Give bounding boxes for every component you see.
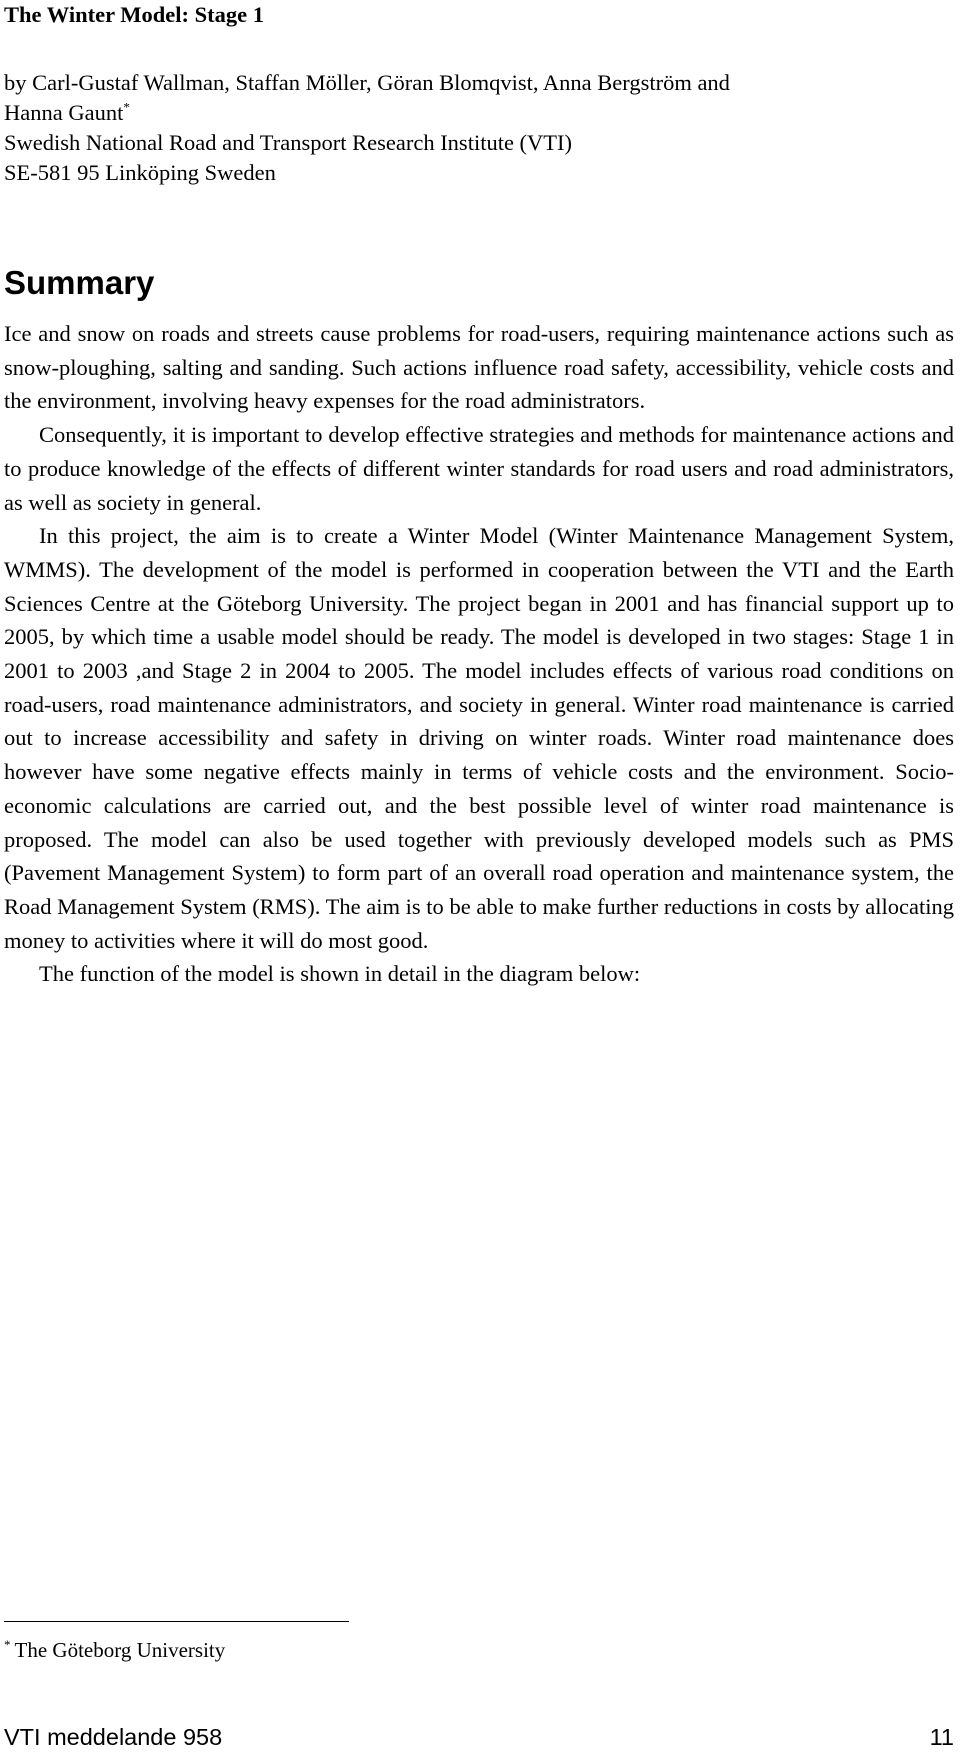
summary-heading: Summary xyxy=(4,264,155,301)
author-block xyxy=(4,68,954,188)
summary-body xyxy=(4,317,954,991)
authors-line-2 xyxy=(4,98,954,128)
summary-paragraph-3: In this project, the aim is to create a Winter Model (Winter Maintenance Management System, WMMS). The development of the model is performed in cooperation between the VTI and the Earth Sciences Centre at the Göteborg University. The project began in 2001 and has financial support up to 2005, by which time a usable model should be ready. The model is developed in two stages: Stage 1 in 2001 to 2003 ,and Stage 2 in 2004 to 2005. The model includes effects of various road conditions on road-users, road maintenance administrators, and society in general. Winter road maintenance is carried out to increase accessibility and safety in driving on winter roads. Winter road maintenance does however have some negative effects mainly in terms of vehicle costs and the environment. Socio-economic calculations are carried out, and the best possible level of winter road maintenance is proposed. The model can also be used together with previously developed models such as PMS (Pavement Management System) to form part of an overall road operation and maintenance system, the Road Management System (RMS). The aim is to be able to make further reductions in costs by allocating money to activities where it will do most good. xyxy=(4,523,954,953)
footnote-marker: * xyxy=(4,1637,11,1652)
author-name-last: Hanna Gaunt xyxy=(4,100,124,125)
footnote xyxy=(4,1636,225,1664)
summary-paragraph-4: The function of the model is shown in detail in the diagram below: xyxy=(39,961,641,987)
footer-publication: VTI meddelande 958 xyxy=(4,1724,223,1750)
footnote-divider xyxy=(4,1621,349,1622)
footnote-text: The Göteborg University xyxy=(14,1638,226,1662)
footer-page-number: 11 xyxy=(929,1724,954,1750)
institute-name: Swedish National Road and Transport Research Institute (VTI) xyxy=(4,130,573,155)
summary-paragraph-1: Ice and snow on roads and streets cause problems for road-users, requiring maintenance actions such as snow-ploughing, salting and sanding. Such actions influence road safety, accessibility, vehicle costs and the environment, involving heavy expenses for the road administrators. xyxy=(4,321,954,414)
footnote-reference-marker: * xyxy=(123,99,130,115)
summary-paragraph-2: Consequently, it is important to develop effective strategies and methods for maintenance actions and to produce knowledge of the effects of different winter standards for road users and road administrators, as well as society in general. xyxy=(4,422,954,515)
authors-line-1: by Carl-Gustaf Wallman, Staffan Möller, Göran Blomqvist, Anna Bergström and xyxy=(4,70,730,95)
institute-address: SE-581 95 Linköping Sweden xyxy=(4,160,276,185)
document-title: The Winter Model: Stage 1 xyxy=(4,2,264,27)
